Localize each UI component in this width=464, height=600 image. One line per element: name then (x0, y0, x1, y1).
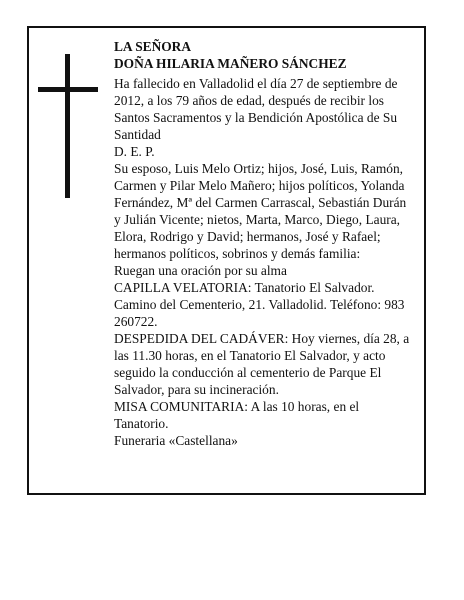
chapel-info: CAPILLA VELATORIA: Tanatorio El Salvador. Camino del Cementerio, 21. Valladolid. Teléfono: 983 260722. (114, 280, 405, 329)
obituary-text-block (114, 38, 414, 449)
farewell-info: DESPEDIDA DEL CADÁVER: Hoy viernes, día 28, a las 11.30 horas, en el Tanatorio El Salvador, y acto seguido la conducción al cementerio de Parque El Salvador, para su incineración. (114, 331, 410, 397)
notice-title-line1: LA SEÑORA (114, 39, 192, 54)
prayer-request: Ruegan una oración por su alma (114, 263, 287, 278)
cross-icon (38, 54, 98, 198)
cross-horizontal-bar (38, 87, 98, 92)
dep-line: D. E. P. (114, 144, 155, 159)
cross-vertical-bar (65, 54, 70, 198)
death-statement: Ha fallecido en Valladolid el día 27 de septiembre de 2012, a los 79 años de edad, después de recibir los Santos Sacramentos y la Bendición Apostólica de Su Santidad (114, 76, 398, 142)
family-list: Su esposo, Luis Melo Ortiz; hijos, José, Luis, Ramón, Carmen y Pilar Melo Mañero; hijos políticos, Yolanda Fernández, Mª del Carmen Carrascal, Sebastián Durán y Julián Vicente; nietos, Marta, Marco, Diego, Laura, Elora, Rodrigo y David; hermanos, José y Rafael; hermanos políticos, sobrinos y demás familia: (114, 161, 407, 261)
funeral-home: Funeraria «Castellana» (114, 433, 238, 448)
deceased-name: DOÑA HILARIA MAÑERO SÁNCHEZ (114, 56, 347, 71)
mass-info: MISA COMUNITARIA: A las 10 horas, en el Tanatorio. (114, 399, 360, 431)
